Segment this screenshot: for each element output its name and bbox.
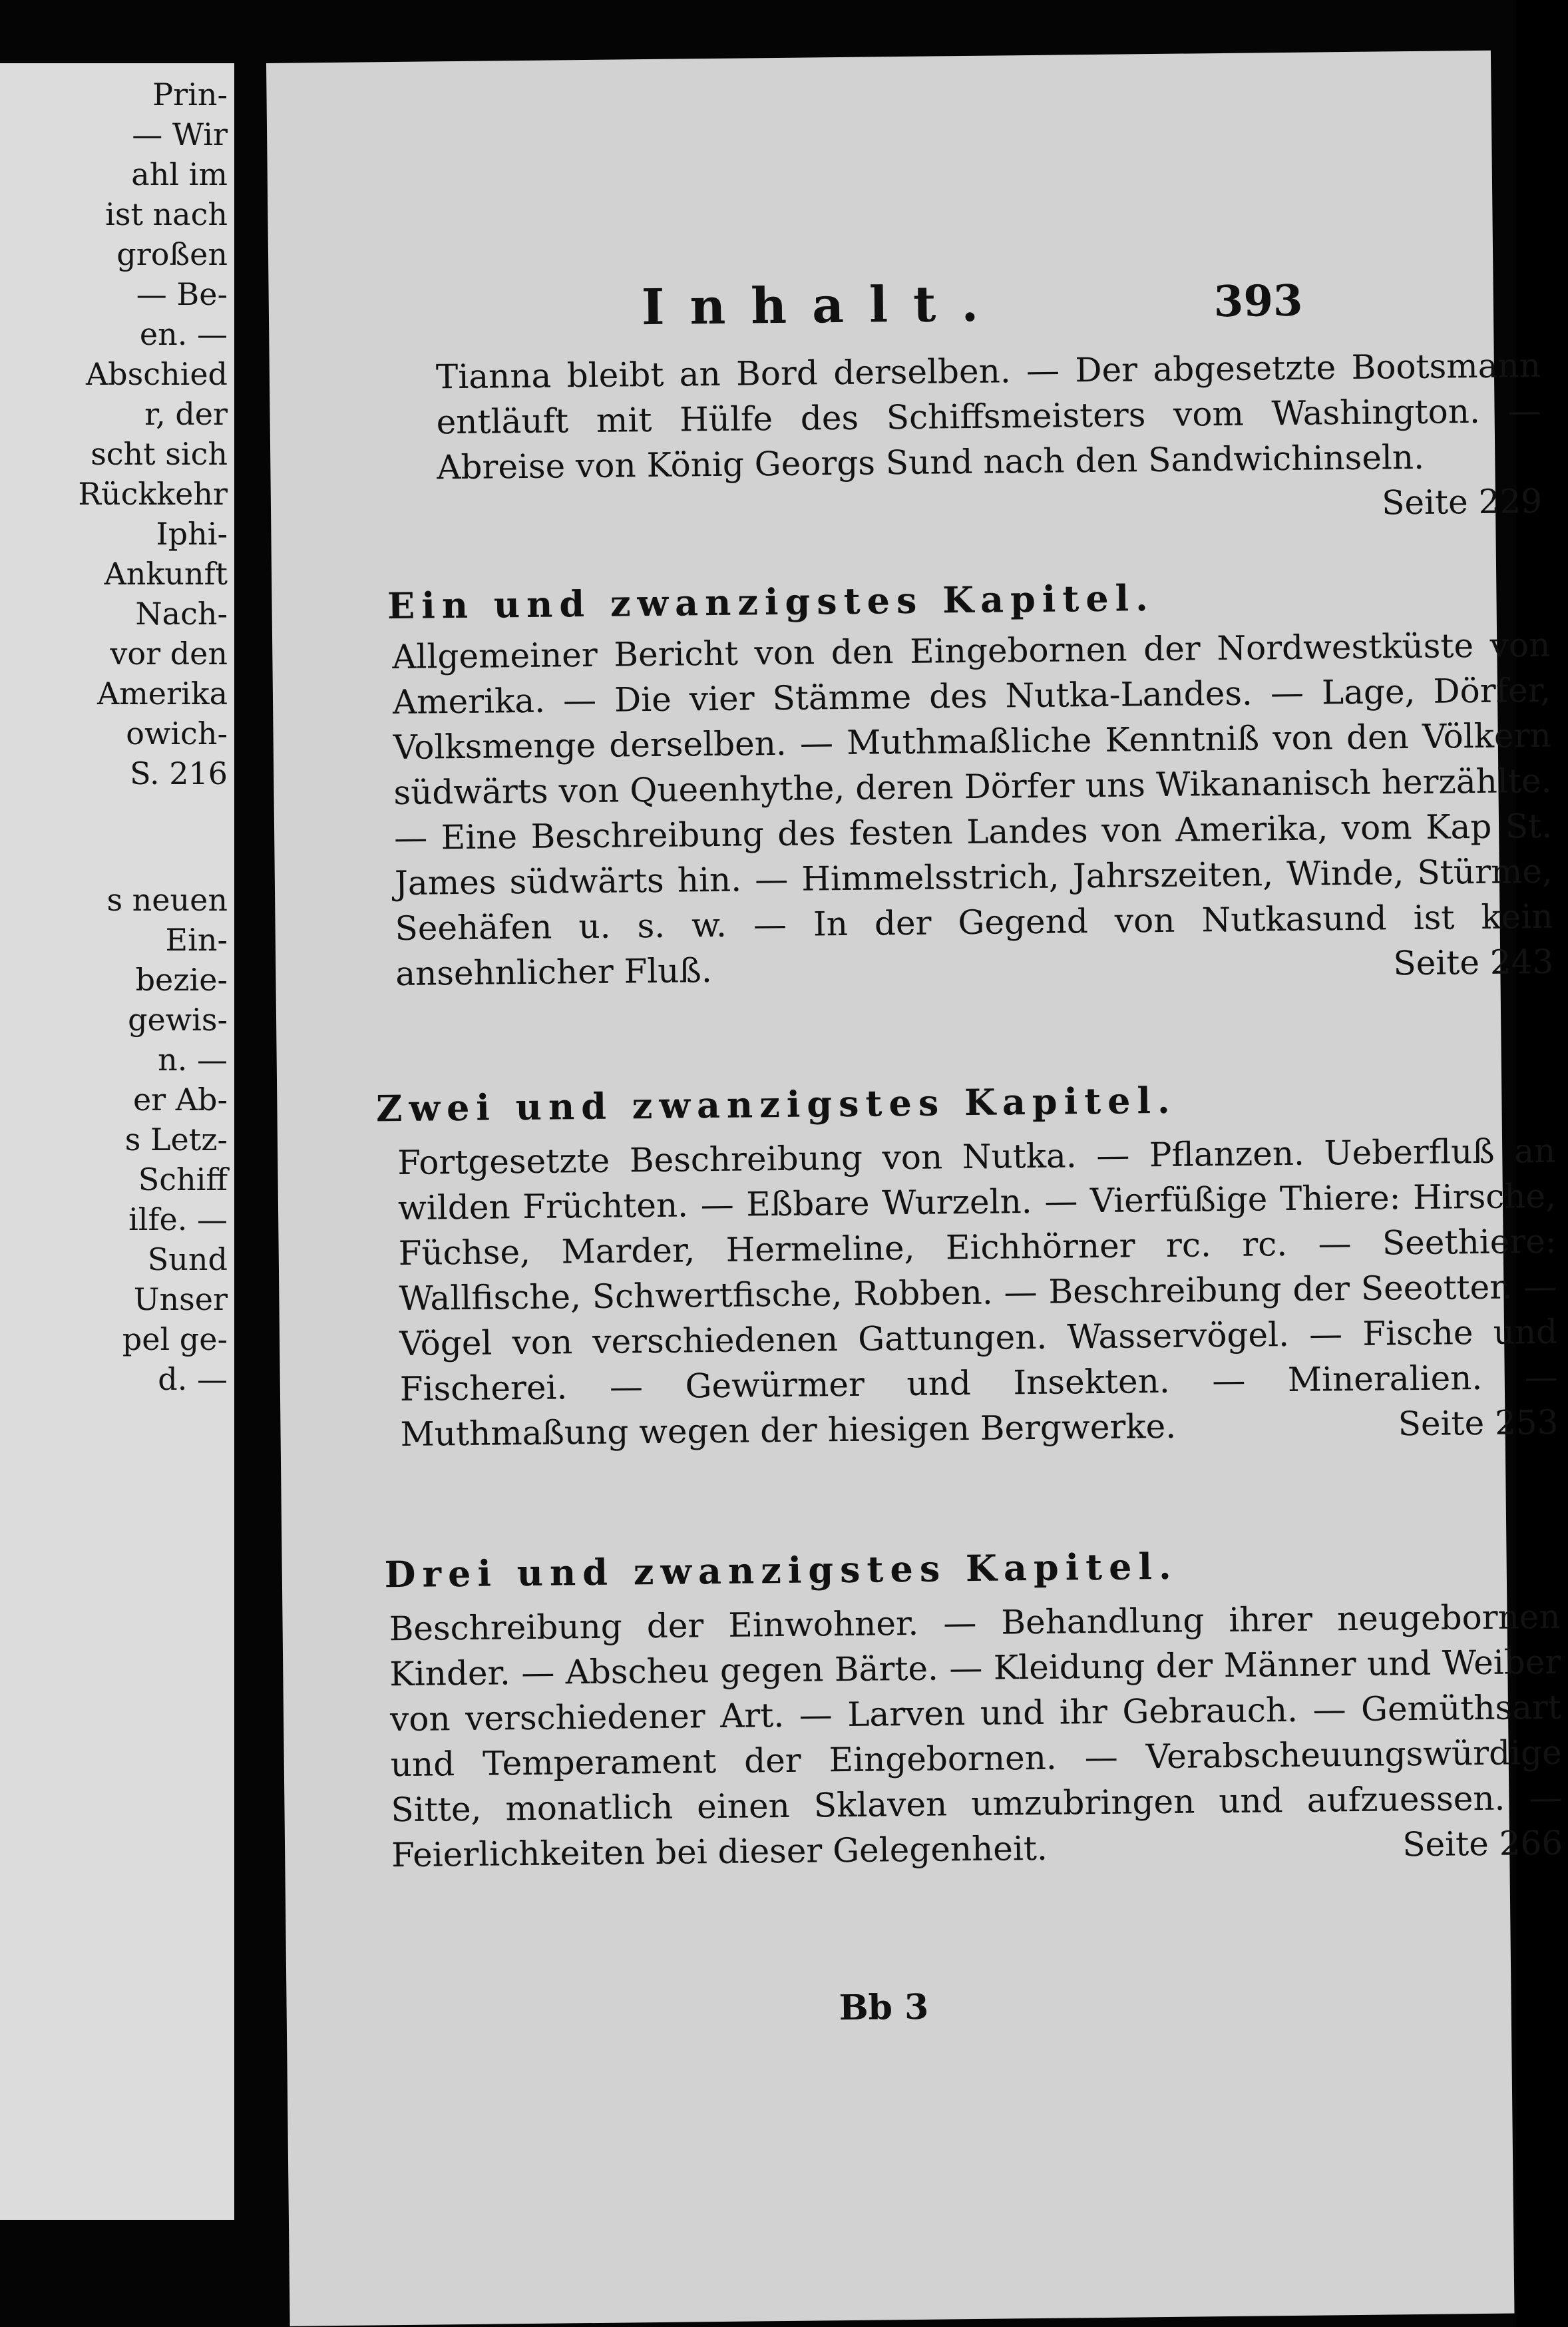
left-page-fragment: großen xyxy=(116,236,228,272)
left-page-fragment: owich- xyxy=(126,716,228,751)
toc-entry-body: Allgemeiner Bericht von den Eingebornen der Nordwestküste von Amerika. — Die vier Stämme des Nutka-Landes. — Lage, Dörfer, Volksmenge derselben. — Muthmaßliche Kenntniß von den Völkern südwärts von Queenhythe, deren Dörfer uns Wikananisch herzählte. — Eine Beschreibung des festen Landes von Amerika, vom Kap St. James südwärts hin. — Himmelsstrich, Jahrszeiten, Winde, Stürme, Seehäfen u. s. w. — In der Gegend von Nutkasund ist kein ansehnlicher Fluß. xyxy=(392,625,1553,994)
page-reference: Seite 253 xyxy=(1398,1402,1559,1444)
left-page-fragment: bezie- xyxy=(135,962,228,998)
page-reference: Seite 266 xyxy=(1402,1823,1563,1864)
left-page-fragment: ist nach xyxy=(105,196,228,232)
toc-entry-body: Beschreibung der Einwohner. — Behandlung ihrer neugebornen Kinder. — Abscheu gegen Bärte. — Kleidung der Männer und Weiber von verschiedener Art. — Larven und ihr Gebrauch. — Gemüthsart und Temperament der Eingebornen. — Verabscheuungswürdige Sitte, monatlich einen Sklaven umzubringen und aufzuessen. — Feierlichkeiten bei dieser Gelegenheit. xyxy=(389,1597,1563,1875)
left-page-fragment: Prin- xyxy=(152,77,228,112)
left-page-fragment: — Be- xyxy=(136,276,228,312)
toc-entry-chapter-23 xyxy=(389,1594,1563,1878)
left-facing-page xyxy=(0,63,234,2220)
toc-entry-chapter-21 xyxy=(392,622,1554,996)
left-page-fragment: vor den xyxy=(110,636,228,672)
left-page-fragment: d. — xyxy=(158,1361,228,1397)
left-page-fragment: — Wir xyxy=(132,116,228,152)
chapter-heading-22: Zwei und zwanzigstes Kapitel. xyxy=(375,1078,1177,1130)
page-number: 393 xyxy=(1213,276,1303,327)
left-page-fragment: pel ge- xyxy=(122,1321,228,1357)
left-page-fragment: Abschied xyxy=(85,356,228,392)
toc-entry-body: Fortgesetzte Beschreibung von Nutka. — Pflanzen. Ueberfluß an wilden Früchten. — Eßbare Wurzeln. — Vierfüßige Thiere: Hirsche, Füchse, Marder, Hermeline, Eichhörner rc. rc. — Seethiere: Wallfische, Schwertfische, Robben. — Beschreibung der Seeotter. — Vögel von verschiedenen Gattungen. Wasservögel. — Fische und Fischerei. — Gewürmer und Insekten. — Mineralien. — Muthmaßung wegen der hiesigen Bergwerke. xyxy=(397,1131,1559,1454)
left-page-fragment: n. — xyxy=(158,1042,228,1078)
chapter-heading-21: Ein und zwanzigstes Kapitel. xyxy=(387,576,1155,628)
signature-mark: Bb 3 xyxy=(839,1986,929,2029)
toc-entry-continued xyxy=(436,343,1543,535)
left-page-fragment: Sund xyxy=(147,1241,228,1277)
left-page-fragment: Rückkehr xyxy=(78,476,228,512)
left-page-fragment: Iphi- xyxy=(156,516,228,552)
left-page-fragment: en. — xyxy=(139,316,228,352)
left-page-fragment: r, der xyxy=(144,396,228,432)
left-page-fragment: s Letz- xyxy=(124,1122,228,1158)
toc-entry-chapter-22 xyxy=(397,1128,1559,1457)
toc-entry-text xyxy=(435,343,1543,523)
page-header xyxy=(268,272,1307,343)
left-page-fragment: s neuen xyxy=(106,882,228,918)
toc-entry-text xyxy=(397,1128,1559,1457)
left-page-fragment: Unser xyxy=(133,1281,228,1317)
left-page-fragment: Ein- xyxy=(165,922,228,958)
left-page-fragment: scht sich xyxy=(91,436,228,472)
toc-entry-text xyxy=(389,1594,1563,1878)
page-reference: Seite 229 xyxy=(1381,481,1543,523)
toc-entry-body: Tianna bleibt an Bord derselben. — Der abgesetzte Bootsmann entläuft mit Hülfe des Schiffsmeisters vom Washington. — Abreise von König Georgs Sund nach den Sandwichinseln. xyxy=(435,345,1541,487)
left-page-fragment: er Ab- xyxy=(132,1082,228,1118)
left-page-fragment: gewis- xyxy=(128,1002,228,1038)
left-page-fragment: ilfe. — xyxy=(128,1201,228,1237)
left-page-fragment: Schiff xyxy=(138,1162,228,1197)
chapter-heading-23: Drei und zwanzigstes Kapitel. xyxy=(384,1544,1179,1596)
running-title: Inhalt. xyxy=(641,275,1004,337)
left-page-fragment: Amerika xyxy=(97,676,228,712)
toc-entry-text xyxy=(392,622,1554,996)
main-page xyxy=(266,51,1563,2326)
page-reference: Seite 243 xyxy=(1393,942,1554,983)
left-page-fragment: ahl im xyxy=(131,156,228,192)
left-page-fragment: Nach- xyxy=(135,596,228,632)
left-page-fragment: S. 216 xyxy=(130,755,228,791)
left-page-fragment: Ankunft xyxy=(104,556,228,592)
